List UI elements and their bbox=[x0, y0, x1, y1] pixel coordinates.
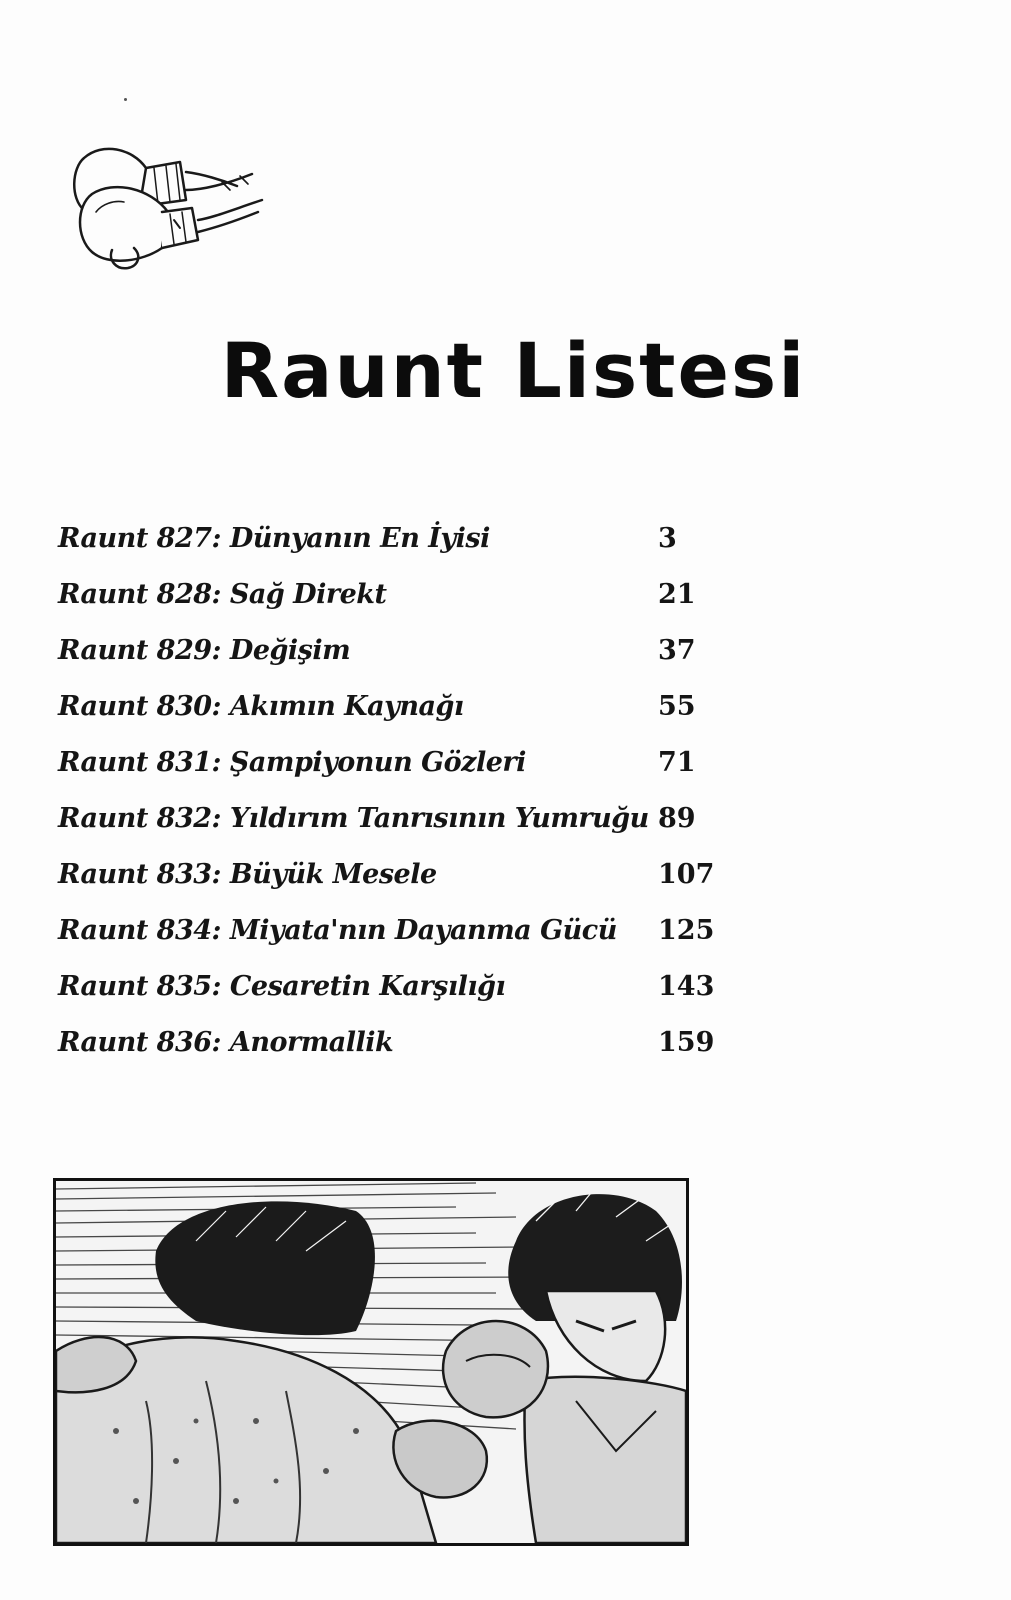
round-title: Raunt 831: Şampiyonun Gözleri bbox=[58, 747, 526, 778]
page-number: 143 bbox=[658, 971, 715, 1002]
page-number: 37 bbox=[658, 635, 696, 666]
list-item bbox=[58, 739, 718, 795]
list-item bbox=[58, 683, 718, 739]
page-number: 21 bbox=[658, 579, 696, 610]
page-number: 107 bbox=[658, 859, 715, 890]
round-title: Raunt 833: Büyük Mesele bbox=[58, 859, 437, 890]
round-title: Raunt 829: Değişim bbox=[58, 635, 351, 666]
list-item bbox=[58, 963, 718, 1019]
round-title: Raunt 835: Cesaretin Karşılığı bbox=[58, 971, 506, 1002]
list-item bbox=[58, 627, 718, 683]
list-item bbox=[58, 1019, 718, 1075]
list-item bbox=[58, 571, 718, 627]
page-number: 159 bbox=[658, 1027, 715, 1058]
list-item bbox=[58, 515, 718, 571]
round-title: Raunt 834: Miyata'nın Dayanma Gücü bbox=[58, 915, 617, 946]
round-title: Raunt 827: Dünyanın En İyisi bbox=[58, 523, 490, 554]
manga-panel-illustration bbox=[53, 1178, 689, 1546]
round-title: Raunt 828: Sağ Direkt bbox=[58, 579, 387, 610]
page-number: 55 bbox=[658, 691, 696, 722]
page-number: 3 bbox=[658, 523, 677, 554]
round-title: Raunt 830: Akımın Kaynağı bbox=[58, 691, 464, 722]
list-item bbox=[58, 851, 718, 907]
page-number: 89 bbox=[658, 803, 696, 834]
boxing-gloves-illustration bbox=[62, 128, 272, 278]
round-title: Raunt 836: Anormallik bbox=[58, 1027, 394, 1058]
page-title: Raunt Listesi bbox=[220, 326, 807, 415]
paper-speck bbox=[124, 98, 127, 101]
page-number: 125 bbox=[658, 915, 715, 946]
page-number: 71 bbox=[658, 747, 696, 778]
round-list bbox=[58, 515, 718, 1075]
list-item bbox=[58, 907, 718, 963]
round-title: Raunt 832: Yıldırım Tanrısının Yumruğu bbox=[58, 803, 649, 834]
list-item bbox=[58, 795, 718, 851]
